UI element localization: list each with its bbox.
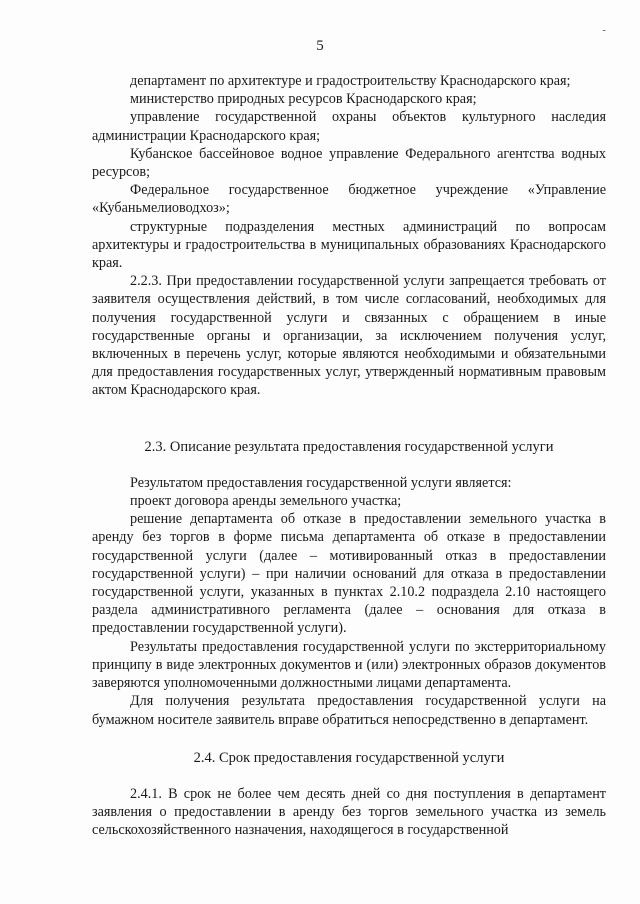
paragraph-refusal-decision: решение департамента об отказе в предоставлении земельного участка в аренду без торгов в форме письма департамента об отказе в предоставлении государственной услуги (далее – мотивированный отказ в предоставлении государственной услуги) – при наличии оснований для отказа в предоставлении государственной услуги, указанных в пунктах 2.10.2 подраздела 2.10 настоящего раздела административного регламента (далее – основания для отказа в предоставлении государственной услуги). bbox=[92, 511, 606, 637]
list-item-architecture-department: департамент по архитектуре и градостроительству Краснодарского края; bbox=[130, 73, 571, 89]
list-item-natural-resources-ministry: министерство природных ресурсов Краснодарского края; bbox=[130, 91, 477, 108]
paragraph-2-2-3: 2.2.3. При предоставлении государственной услуги запрещается требовать от заявителя осуществления действий, в том числе согласований, необходимых для получения государственной услуги и связанных с обращением в иные государственные органы и организации, за исключением получения услуг, включенных в перечень услуг, которые являются необходимыми и обязательными для предоставления государственных услуг, утвержденный нормативным правовым актом Краснодарского края. bbox=[92, 273, 606, 399]
section-heading-2-3: 2.3. Описание результата предоставления государственной услуги bbox=[144, 438, 554, 455]
list-item-local-administrations: структурные подразделения местных администраций по вопросам архитектуры и градостроительства в муниципальных образованиях Краснодарского края. bbox=[92, 218, 606, 272]
list-item-cultural-heritage-office: управление государственной охраны объектов культурного наследия администрации Краснодарского края; bbox=[92, 109, 606, 144]
list-item-kubanmeliovodkhoz: Федеральное государственное бюджетное учреждение «Управление «Кубаньмелиоводхоз»; bbox=[92, 182, 606, 217]
paragraph-result-intro: Результатом предоставления государственной услуги является: bbox=[130, 474, 512, 491]
paragraph-electronic-results: Результаты предоставления государственной услуги по экстерриториальному принципу в виде электронных документов и (или) электронных образов документов заверяются уполномоченными должностными лицами департамента. bbox=[92, 638, 606, 692]
document-body bbox=[92, 72, 606, 840]
paragraph-paper-result: Для получения результата предоставления государственной услуги на бумажном носителе заявитель вправе обратиться непосредственно в департамент. bbox=[92, 693, 606, 728]
section-heading-2-4: 2.4. Срок предоставления государственной услуги bbox=[193, 749, 505, 766]
list-item-kuban-water-office: Кубанское бассейновое водное управление Федерального агентства водных ресурсов; bbox=[92, 145, 606, 181]
paragraph-2-4-1: 2.4.1. В срок не более чем десять дней со дня поступления в департамент заявления о предоставлении в аренду без торгов земельного участка из земель сельскохозяйственного назначения, находящегося в государственной bbox=[92, 785, 606, 839]
paragraph-lease-draft: проект договора аренды земельного участка; bbox=[130, 493, 402, 510]
corner-mark: - bbox=[602, 24, 606, 36]
page-number: 5 bbox=[316, 38, 324, 54]
